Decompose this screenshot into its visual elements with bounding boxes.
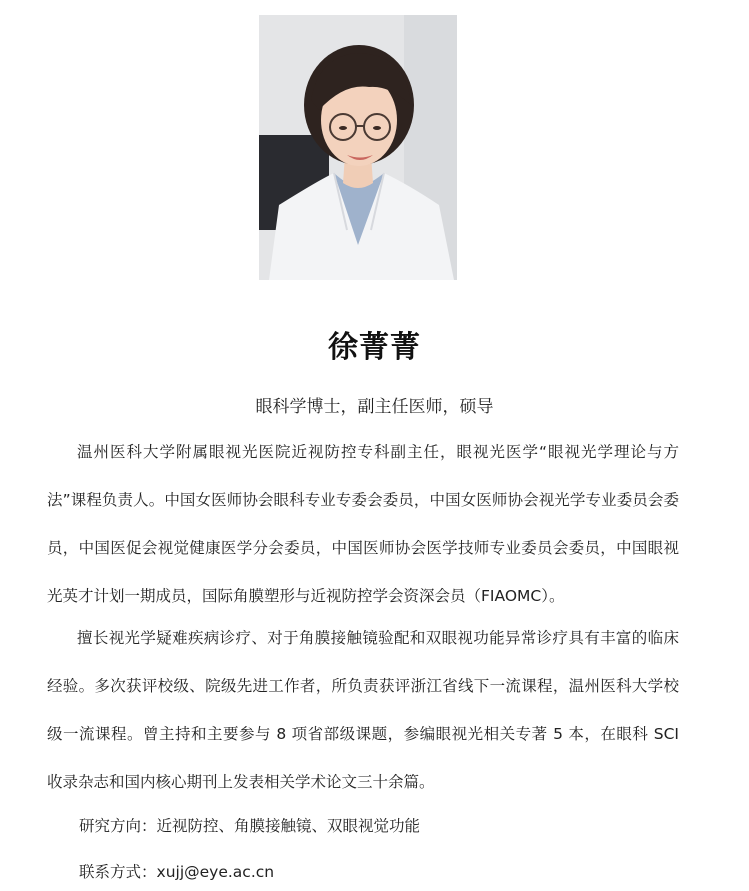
- portrait-photo: [259, 15, 457, 280]
- portrait-illustration: [259, 15, 457, 280]
- bio-paragraph-expertise: 擅长视光学疑难疾病诊疗、对于角膜接触镜验配和双眼视功能异常诊疗具有丰富的临床经验。多次获评校级、院级先进工作者，所负责获评浙江省线下一流课程，温州医科大学校级一流课程。曾主持和主要参与 8 项省部级课题，参编眼视光相关专著 5 本，在眼科 SCI 收录杂志和国内核心期刊上发表相关学术论文三十余篇。: [47, 629, 679, 791]
- doctor-title: 眼科学博士，副主任医师，硕导: [255, 397, 494, 417]
- contact-label: 联系方式：: [79, 863, 157, 881]
- research-value: 近视防控、角膜接触镜、双眼视觉功能: [156, 817, 421, 835]
- doctor-name: 徐菁菁: [328, 330, 421, 365]
- research-label: 研究方向：: [79, 817, 157, 835]
- contact-info: [79, 859, 274, 885]
- bio-paragraph-affiliations: 温州医科大学附属眼视光医院近视防控专科副主任，眼视光医学“眼视光学理论与方法”课程负责人。中国女医师协会眼科专业专委会委员，中国女医师协会视光学专业委员会委员，中国医促会视觉健康医学分会委员，中国医师协会医学技师专业委员会委员，中国眼视光英才计划一期成员，国际角膜塑形与近视防控学会资深会员（FIAOMC）。: [47, 443, 679, 605]
- research-direction: [79, 813, 420, 839]
- contact-email: xujj@eye.ac.cn: [156, 863, 275, 881]
